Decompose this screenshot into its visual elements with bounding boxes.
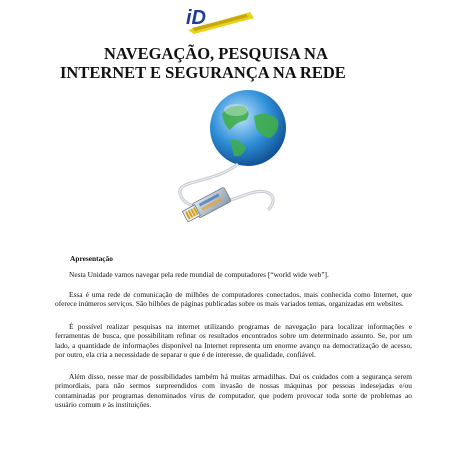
title-line-2: INTERNET E SEGURANÇA NA REDE [60,63,346,82]
globe-cable-illustration [130,86,330,246]
logo-graphic [180,4,260,34]
title-line-1: NAVEGAÇÃO, PESQUISA NA [104,44,328,63]
paragraph-4: Além disso, nesse mar de possibilidades também há muitas armadilhas. Daí os cuidados com a segurança serem primordiais, para não sermos surpreendidos com invasão de nossas máquinas por pessoas indesejadas e/ou contaminadas por programas denominados vírus de computador, que podem provocar toda sorte de problemas ao usuário comum e às instituições. [55,372,412,409]
section-heading: Apresentação [70,254,113,263]
svg-text:iD: iD [186,7,206,29]
logo [180,4,260,34]
paragraph-2: Essa é uma rede de comunicação de milhões de computadores conectados, mais conhecida como Internet, que oferece inúmeros serviços. São bilhões de páginas publicadas sobre os mais variados temas, organizadas em websites. [55,290,412,309]
page-title [60,44,420,82]
paragraph-3: É possível realizar pesquisas na internet utilizando programas de navegação para localizar informações e ferramentas de busca, que possibilitam refinar os resultados encontrados sobre um determinado assunto. Se, por um lado, a quantidade de informações disponível na Internet representa um enorme avanço na democratização de acesso, por outro, ela cria a necessidade de separar o que é de interesse, de qualidade, confiável. [55,322,412,359]
paragraph-1: Nesta Unidade vamos navegar pela rede mundial de computadores [“world wide web”]. [69,270,329,279]
